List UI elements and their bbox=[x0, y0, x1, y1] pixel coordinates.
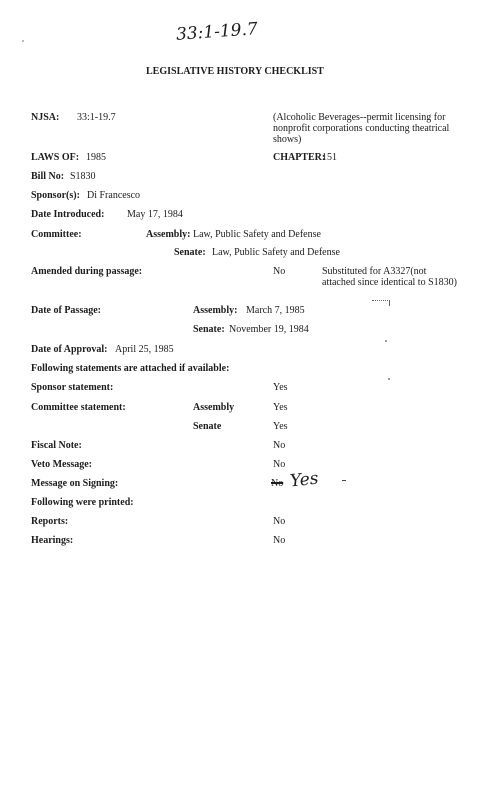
scan-mark-tick bbox=[389, 300, 390, 306]
committee-senate-label: Senate: bbox=[174, 247, 206, 258]
njsa-label: NJSA: bbox=[31, 112, 60, 123]
date-introduced-label: Date Introduced: bbox=[31, 209, 105, 220]
passage-senate-value: November 19, 1984 bbox=[229, 324, 309, 335]
passage-assembly-value: March 7, 1985 bbox=[246, 305, 305, 316]
chapter-label: CHAPTER: bbox=[273, 152, 326, 163]
following-printed-heading: Following were printed: bbox=[31, 497, 134, 508]
laws-of-value: 1985 bbox=[86, 152, 106, 163]
date-of-passage-label: Date of Passage: bbox=[31, 305, 101, 316]
page-title: LEGISLATIVE HISTORY CHECKLIST bbox=[146, 66, 324, 77]
committee-assembly-value: Law, Public Safety and Defense bbox=[193, 229, 321, 240]
reports-label: Reports: bbox=[31, 516, 69, 527]
substituted-note: Substituted for A3327(not attached since identical to S1830) bbox=[322, 266, 457, 288]
scan-speck-2 bbox=[388, 378, 390, 380]
hearings-label: Hearings: bbox=[31, 535, 74, 546]
date-of-approval-value: April 25, 1985 bbox=[115, 344, 174, 355]
sponsor-statement-label: Sponsor statement: bbox=[31, 382, 114, 393]
passage-assembly-label: Assembly: bbox=[193, 305, 238, 316]
amended-label: Amended during passage: bbox=[31, 266, 143, 277]
fiscal-note-value: No bbox=[273, 440, 286, 451]
committee-assembly-label: Assembly: bbox=[146, 229, 191, 240]
scan-dash bbox=[342, 480, 346, 481]
committee-statement-senate-value: Yes bbox=[273, 421, 288, 432]
scan-speck-3 bbox=[22, 40, 24, 42]
message-on-signing-handwritten-value: Yes bbox=[289, 468, 320, 492]
sponsor-value: Di Francesco bbox=[87, 190, 141, 201]
bill-no-label: Bill No: bbox=[31, 171, 65, 182]
message-on-signing-struck-value: No bbox=[271, 478, 284, 489]
scan-mark-top bbox=[372, 300, 390, 302]
njsa-value: 33:1-19.7 bbox=[77, 112, 116, 123]
committee-statement-assembly-value: Yes bbox=[273, 402, 288, 413]
message-on-signing-label: Message on Signing: bbox=[31, 478, 119, 489]
chapter-value: 151 bbox=[322, 152, 337, 163]
sponsor-statement-value: Yes bbox=[273, 382, 288, 393]
reports-value: No bbox=[273, 516, 286, 527]
handwritten-reference: 33:1-19.7 bbox=[175, 19, 259, 45]
committee-statement-senate-label: Senate bbox=[193, 421, 222, 432]
committee-statement-assembly-label: Assembly bbox=[193, 402, 235, 413]
fiscal-note-label: Fiscal Note: bbox=[31, 440, 82, 451]
date-introduced-value: May 17, 1984 bbox=[127, 209, 183, 220]
committee-senate-value: Law, Public Safety and Defense bbox=[212, 247, 340, 258]
committee-label: Committee: bbox=[31, 229, 82, 240]
subject-description: (Alcoholic Beverages--permit licensing for nonprofit corporations conducting theatrical shows) bbox=[273, 112, 450, 145]
sponsor-label: Sponsor(s): bbox=[31, 190, 80, 201]
amended-value: No bbox=[273, 266, 286, 277]
committee-statement-label: Committee statement: bbox=[31, 402, 126, 413]
bill-no-value: S1830 bbox=[70, 171, 96, 182]
scan-speck bbox=[385, 340, 387, 342]
laws-of-label: LAWS OF: bbox=[31, 152, 80, 163]
veto-message-label: Veto Message: bbox=[31, 459, 93, 470]
following-attached-heading: Following statements are attached if available: bbox=[31, 363, 230, 374]
hearings-value: No bbox=[273, 535, 286, 546]
veto-message-value: No bbox=[273, 459, 286, 470]
date-of-approval-label: Date of Approval: bbox=[31, 344, 108, 355]
passage-senate-label: Senate: bbox=[193, 324, 225, 335]
